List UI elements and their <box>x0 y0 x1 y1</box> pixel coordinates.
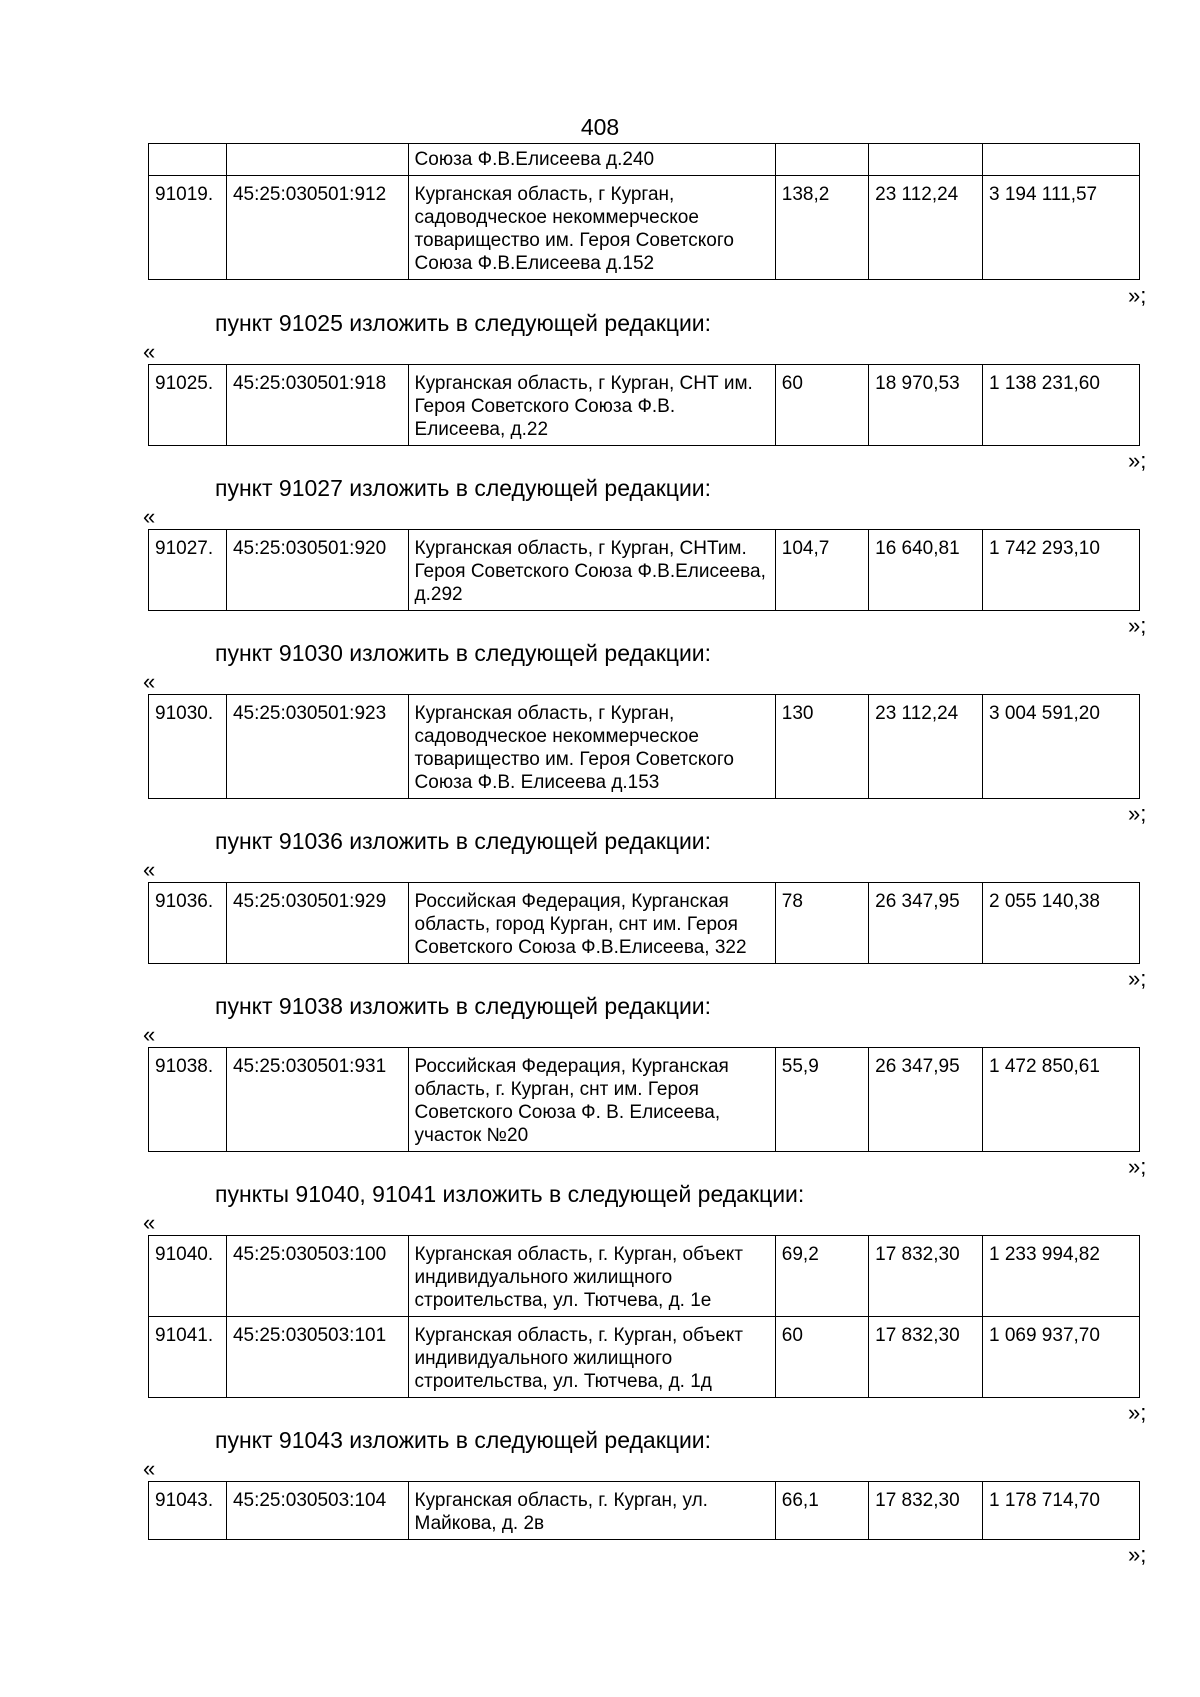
property-table <box>148 529 1140 611</box>
cadastral-number <box>226 144 408 176</box>
total-value: 2 055 140,38 <box>982 883 1139 964</box>
closing-quote: »; <box>1128 1542 1147 1567</box>
area: 60 <box>775 365 868 446</box>
address: Курганская область, г Курган, садоводческое некоммерческое товарищество им. Героя Советского Союза Ф.В. Елисеева д.153 <box>408 695 775 799</box>
address: Курганская область, г Курган, СНТ им. Героя Советского Союза Ф.В. Елисеева, д.22 <box>408 365 775 446</box>
closing-quote: »; <box>1128 1154 1147 1179</box>
property-table <box>148 1481 1140 1540</box>
unit-value: 23 112,24 <box>869 695 983 799</box>
opening-quote: « <box>143 504 156 529</box>
area: 138,2 <box>775 176 868 280</box>
row-number: 91040. <box>149 1236 227 1317</box>
closing-quote: »; <box>1128 1400 1147 1425</box>
unit-value: 17 832,30 <box>869 1482 983 1540</box>
cadastral-number: 45:25:030501:918 <box>226 365 408 446</box>
total-value: 1 178 714,70 <box>982 1482 1139 1540</box>
instruction-text: пункт 91036 изложить в следующей редакции: <box>215 828 712 854</box>
unit-value: 18 970,53 <box>869 365 983 446</box>
property-table <box>148 1047 1140 1152</box>
table-row <box>149 1482 1140 1540</box>
table-row <box>149 883 1140 964</box>
opening-quote: « <box>143 1022 156 1047</box>
closing-quote: »; <box>1128 801 1147 826</box>
address: Российская Федерация, Курганская область, г. Курган, снт им. Героя Советского Союза Ф. В. Елисеева, участок №20 <box>408 1048 775 1152</box>
instruction-text: пункт 91027 изложить в следующей редакции: <box>215 475 712 501</box>
closing-quote: »; <box>1128 448 1147 473</box>
address: Курганская область, г Курган, садоводческое некоммерческое товарищество им. Героя Советского Союза Ф.В.Елисеева д.152 <box>408 176 775 280</box>
cadastral-number: 45:25:030501:912 <box>226 176 408 280</box>
table-row <box>149 365 1140 446</box>
total-value: 1 233 994,82 <box>982 1236 1139 1317</box>
closing-quote: »; <box>1128 613 1147 638</box>
instruction-text: пункты 91040, 91041 изложить в следующей редакции: <box>215 1181 805 1207</box>
property-table <box>148 364 1140 446</box>
row-number: 91036. <box>149 883 227 964</box>
property-table <box>148 694 1140 799</box>
instruction-text: пункт 91043 изложить в следующей редакции: <box>215 1427 712 1453</box>
table-row <box>149 695 1140 799</box>
instruction-text: пункт 91038 изложить в следующей редакции: <box>215 993 712 1019</box>
opening-quote: « <box>143 339 156 364</box>
table-row <box>149 1317 1140 1398</box>
closing-quote: »; <box>1128 966 1147 991</box>
row-number: 91043. <box>149 1482 227 1540</box>
row-number: 91027. <box>149 530 227 611</box>
row-number: 91041. <box>149 1317 227 1398</box>
area: 69,2 <box>775 1236 868 1317</box>
property-table <box>148 143 1140 280</box>
unit-value: 17 832,30 <box>869 1236 983 1317</box>
area <box>775 144 868 176</box>
opening-quote: « <box>143 669 156 694</box>
unit-value: 17 832,30 <box>869 1317 983 1398</box>
cadastral-number: 45:25:030503:100 <box>226 1236 408 1317</box>
address: Курганская область, г. Курган, объект индивидуального жилищного строительства, ул. Тютчева, д. 1д <box>408 1317 775 1398</box>
cadastral-number: 45:25:030501:920 <box>226 530 408 611</box>
address: Курганская область, г Курган, СНТим. Героя Советского Союза Ф.В.Елисеева, д.292 <box>408 530 775 611</box>
row-number: 91019. <box>149 176 227 280</box>
row-number: 91030. <box>149 695 227 799</box>
total-value: 1 742 293,10 <box>982 530 1139 611</box>
unit-value <box>869 144 983 176</box>
opening-quote: « <box>143 1210 156 1235</box>
opening-quote: « <box>143 1456 156 1481</box>
total-value: 3 194 111,57 <box>982 176 1139 280</box>
table-row <box>149 530 1140 611</box>
cadastral-number: 45:25:030501:929 <box>226 883 408 964</box>
unit-value: 26 347,95 <box>869 883 983 964</box>
area: 130 <box>775 695 868 799</box>
property-table <box>148 882 1140 964</box>
unit-value: 16 640,81 <box>869 530 983 611</box>
total-value: 1 138 231,60 <box>982 365 1139 446</box>
area: 78 <box>775 883 868 964</box>
unit-value: 26 347,95 <box>869 1048 983 1152</box>
row-number <box>149 144 227 176</box>
table-row <box>149 144 1140 176</box>
page-number: 408 <box>580 114 620 140</box>
instruction-text: пункт 91025 изложить в следующей редакции: <box>215 310 712 336</box>
opening-quote: « <box>143 857 156 882</box>
table-row <box>149 176 1140 280</box>
area: 66,1 <box>775 1482 868 1540</box>
row-number: 91038. <box>149 1048 227 1152</box>
cadastral-number: 45:25:030503:101 <box>226 1317 408 1398</box>
instruction-text: пункт 91030 изложить в следующей редакции: <box>215 640 712 666</box>
property-table <box>148 1235 1140 1398</box>
area: 55,9 <box>775 1048 868 1152</box>
total-value: 3 004 591,20 <box>982 695 1139 799</box>
address: Курганская область, г. Курган, ул. Майкова, д. 2в <box>408 1482 775 1540</box>
address: Союза Ф.В.Елисеева д.240 <box>408 144 775 176</box>
total-value: 1 069 937,70 <box>982 1317 1139 1398</box>
address: Российская Федерация, Курганская область, город Курган, снт им. Героя Советского Союза Ф.В.Елисеева, 322 <box>408 883 775 964</box>
row-number: 91025. <box>149 365 227 446</box>
area: 104,7 <box>775 530 868 611</box>
cadastral-number: 45:25:030501:923 <box>226 695 408 799</box>
total-value: 1 472 850,61 <box>982 1048 1139 1152</box>
table-row <box>149 1236 1140 1317</box>
area: 60 <box>775 1317 868 1398</box>
closing-quote: »; <box>1128 283 1147 308</box>
cadastral-number: 45:25:030503:104 <box>226 1482 408 1540</box>
address: Курганская область, г. Курган, объект индивидуального жилищного строительства, ул. Тютчева, д. 1е <box>408 1236 775 1317</box>
total-value <box>982 144 1139 176</box>
cadastral-number: 45:25:030501:931 <box>226 1048 408 1152</box>
table-row <box>149 1048 1140 1152</box>
unit-value: 23 112,24 <box>869 176 983 280</box>
